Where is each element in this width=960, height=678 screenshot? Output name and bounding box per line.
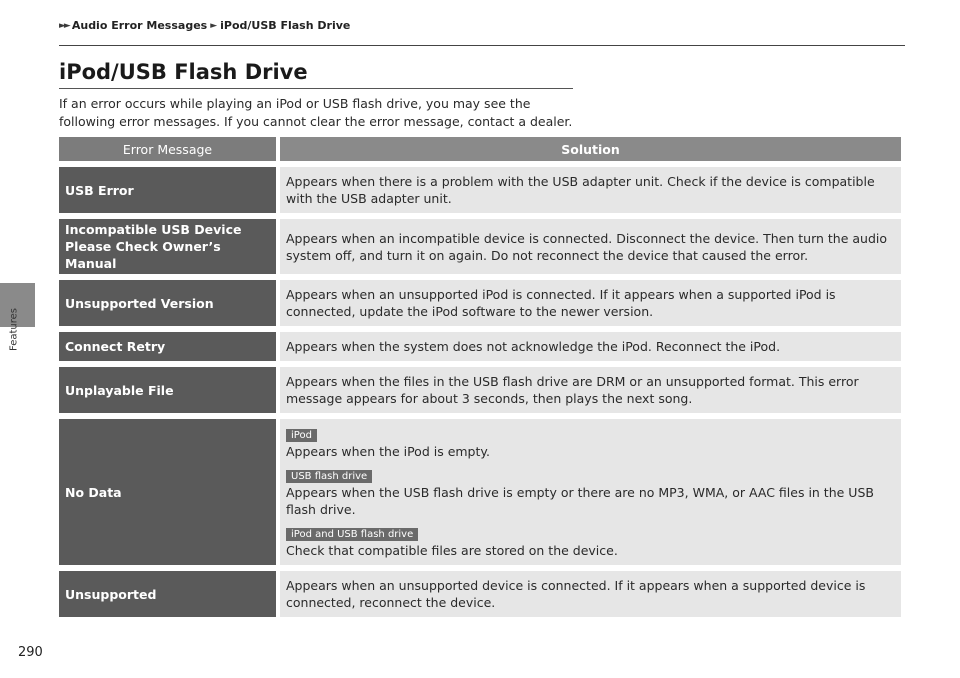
error-message-cell: Unsupported <box>59 571 276 617</box>
error-message-cell: No Data <box>59 419 276 565</box>
error-message-cell: Unsupported Version <box>59 280 276 326</box>
device-tag: USB flash drive <box>286 470 372 483</box>
table-row <box>59 332 901 361</box>
table-row <box>59 167 901 213</box>
header-divider <box>59 45 905 46</box>
solution-cell: Appears when the files in the USB flash drive are DRM or an unsupported format. This error message appears for about 3 seconds, then plays the next song. <box>276 367 901 413</box>
solution-cell: Appears when the system does not acknowledge the iPod. Reconnect the iPod. <box>276 332 901 361</box>
device-tag: iPod <box>286 429 317 442</box>
table-row <box>59 571 901 617</box>
table-row <box>59 367 901 413</box>
intro-paragraph: If an error occurs while playing an iPod or USB flash drive, you may see the following error messages. If you cannot clear the error message, contact a dealer. <box>59 96 573 129</box>
solution-cell: Appears when an unsupported iPod is connected. If it appears when a supported iPod is connected, update the iPod software to the newer version. <box>276 280 901 326</box>
breadcrumb-arrow-icon: ►► <box>59 20 69 31</box>
error-message-cell: Incompatible USB Device Please Check Owner’s Manual <box>59 219 276 274</box>
section-label: Features <box>8 308 20 352</box>
table-header-row <box>59 137 901 161</box>
breadcrumb-separator-icon: ► <box>210 20 218 31</box>
solution-cell <box>276 419 901 565</box>
page-title: iPod/USB Flash Drive <box>59 60 308 84</box>
solution-cell: Appears when there is a problem with the USB adapter unit. Check if the device is compatible with the USB adapter unit. <box>276 167 901 213</box>
title-divider <box>59 88 573 89</box>
breadcrumb <box>59 19 350 32</box>
page-number: 290 <box>18 645 43 660</box>
solution-subsection <box>286 524 893 559</box>
table-row <box>59 219 901 274</box>
device-tag: iPod and USB flash drive <box>286 528 418 541</box>
table-row <box>59 419 901 565</box>
table-row <box>59 280 901 326</box>
column-header-error-message: Error Message <box>59 137 276 161</box>
solution-cell: Appears when an incompatible device is connected. Disconnect the device. Then turn the audio system off, and turn it on again. Do not reconnect the device that caused the error. <box>276 219 901 274</box>
breadcrumb-parent[interactable]: Audio Error Messages <box>71 19 208 32</box>
subsection-text: Check that compatible files are stored on the device. <box>286 543 618 558</box>
subsection-text: Appears when the iPod is empty. <box>286 444 490 459</box>
error-message-table <box>59 131 901 623</box>
solution-cell: Appears when an unsupported device is connected. If it appears when a supported device is connected, reconnect the device. <box>276 571 901 617</box>
error-message-cell: Unplayable File <box>59 367 276 413</box>
breadcrumb-current: iPod/USB Flash Drive <box>220 19 351 32</box>
solution-subsection <box>286 425 893 460</box>
subsection-text: Appears when the USB flash drive is empty or there are no MP3, WMA, or AAC files in the USB flash drive. <box>286 485 874 517</box>
column-header-solution: Solution <box>276 137 901 161</box>
error-message-cell: USB Error <box>59 167 276 213</box>
error-message-cell: Connect Retry <box>59 332 276 361</box>
solution-subsection <box>286 466 893 518</box>
